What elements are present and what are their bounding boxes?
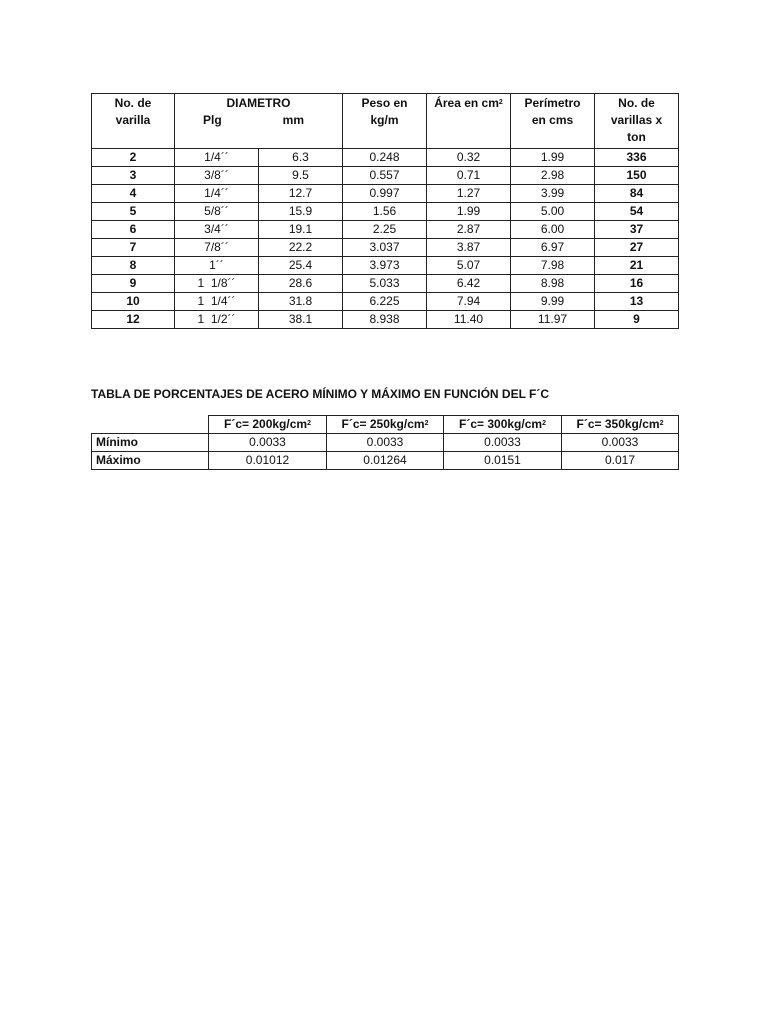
table-cell: 13 (595, 293, 679, 311)
table-cell: 0.71 (427, 167, 511, 185)
steel-table-caption: TABLA DE PORCENTAJES DE ACERO MÍNIMO Y MÁXIMO EN FUNCIÓN DEL F´C (91, 387, 550, 401)
table-row (92, 293, 679, 311)
table-cell: 11.40 (427, 311, 511, 329)
table-cell: 3.99 (511, 185, 595, 203)
table-cell: 7 (92, 239, 175, 257)
table-cell: 3/8´´ (175, 167, 259, 185)
rebar-table-body (92, 149, 679, 329)
table-cell: 0.01264 (327, 452, 444, 470)
table-cell: 12.7 (259, 185, 343, 203)
header-fc-200: F´c= $200kg/cm^2$ (209, 416, 327, 434)
table-cell: 1.99 (427, 203, 511, 221)
header-plg: Plg (203, 113, 222, 127)
table-cell: 1/4´´ (175, 185, 259, 203)
steel-percentage-table (91, 415, 679, 470)
table-row (92, 452, 679, 470)
table-cell: 0.997 (343, 185, 427, 203)
table-cell: 1.56 (343, 203, 427, 221)
table-cell: 6 (92, 221, 175, 239)
table-cell: 0.01012 (209, 452, 327, 470)
table-cell: 0.0151 (444, 452, 562, 470)
table-cell: 336 (595, 149, 679, 167)
table-cell: 1 1/2´´ (175, 311, 259, 329)
table-cell: 150 (595, 167, 679, 185)
steel-table-header (92, 416, 679, 434)
table-cell: 7.98 (511, 257, 595, 275)
table-cell: 1 1/8´´ (175, 275, 259, 293)
table-cell: 8 (92, 257, 175, 275)
table-cell: 28.6 (259, 275, 343, 293)
table-row (92, 257, 679, 275)
table-cell: 31.8 (259, 293, 343, 311)
table-cell: 3.87 (427, 239, 511, 257)
header-no-varilla: No. de varilla (92, 94, 175, 149)
table-cell: 4 (92, 185, 175, 203)
table-cell: 0.557 (343, 167, 427, 185)
table-cell: 6.00 (511, 221, 595, 239)
table-cell: 1.99 (511, 149, 595, 167)
table-cell: 7.94 (427, 293, 511, 311)
table-cell: 3/4´´ (175, 221, 259, 239)
table-cell: 2.87 (427, 221, 511, 239)
table-cell: 84 (595, 185, 679, 203)
header-fc-350: F´c= $350kg/cm^2$ (562, 416, 679, 434)
table-cell: 5.07 (427, 257, 511, 275)
table-row (92, 311, 679, 329)
table-cell: 22.2 (259, 239, 343, 257)
header-area: Área en $cm^2$ (427, 94, 511, 149)
table-row (92, 203, 679, 221)
table-cell: 0.0033 (444, 434, 562, 452)
table-cell: 0.32 (427, 149, 511, 167)
header-perimetro: Perímetro en cms (511, 94, 595, 149)
header-empty (92, 416, 209, 434)
table-cell: 54 (595, 203, 679, 221)
table-cell: 21 (595, 257, 679, 275)
table-cell: 1 1/4´´ (175, 293, 259, 311)
table-cell: 10 (92, 293, 175, 311)
table-row (92, 149, 679, 167)
rebar-table-header (92, 94, 679, 149)
table-cell: 7/8´´ (175, 239, 259, 257)
table-cell: 37 (595, 221, 679, 239)
table-cell: 12 (92, 311, 175, 329)
rebar-table (91, 93, 679, 329)
table-cell: 3.037 (343, 239, 427, 257)
table-cell: 2.25 (343, 221, 427, 239)
table-cell: 5 (92, 203, 175, 221)
table-cell: 0.0033 (327, 434, 444, 452)
table-cell: 15.9 (259, 203, 343, 221)
table-cell: 5.00 (511, 203, 595, 221)
table-row (92, 185, 679, 203)
table-cell: 38.1 (259, 311, 343, 329)
table-cell: 9 (92, 275, 175, 293)
table-cell: 5.033 (343, 275, 427, 293)
header-mm: mm (282, 113, 304, 127)
table-cell: 2 (92, 149, 175, 167)
table-cell: 9.99 (511, 293, 595, 311)
header-fc-300: F´c= $300kg/cm^2$ (444, 416, 562, 434)
header-peso: Peso en kg/m (343, 94, 427, 149)
table-row (92, 167, 679, 185)
table-row (92, 434, 679, 452)
row-label: Mínimo (92, 434, 209, 452)
table-cell: 6.225 (343, 293, 427, 311)
table-cell: 16 (595, 275, 679, 293)
table-cell: 6.97 (511, 239, 595, 257)
table-cell: 9 (595, 311, 679, 329)
table-row (92, 275, 679, 293)
table-cell: 1/4´´ (175, 149, 259, 167)
table-cell: 6.3 (259, 149, 343, 167)
header-fc-250: F´c= $250kg/cm^2$ (327, 416, 444, 434)
steel-table-body (92, 434, 679, 470)
table-cell: 5/8´´ (175, 203, 259, 221)
table-cell: 0.0033 (209, 434, 327, 452)
table-cell: 1.27 (427, 185, 511, 203)
table-cell: 11.97 (511, 311, 595, 329)
table-cell: 19.1 (259, 221, 343, 239)
table-cell: 27 (595, 239, 679, 257)
table-cell: 9.5 (259, 167, 343, 185)
table-cell: 8.938 (343, 311, 427, 329)
table-cell: 1´´ (175, 257, 259, 275)
table-cell: 3.973 (343, 257, 427, 275)
table-cell: 0.248 (343, 149, 427, 167)
table-row (92, 239, 679, 257)
table-cell: 2.98 (511, 167, 595, 185)
table-cell: 3 (92, 167, 175, 185)
header-varillas-ton: No. de varillas x ton (595, 94, 679, 149)
table-cell: 6.42 (427, 275, 511, 293)
header-diametro: DIAMETRO Plg mm (175, 94, 343, 149)
table-cell: 8.98 (511, 275, 595, 293)
table-row (92, 221, 679, 239)
row-label: Máximo (92, 452, 209, 470)
table-cell: 0.017 (562, 452, 679, 470)
table-cell: 0.0033 (562, 434, 679, 452)
table-cell: 25.4 (259, 257, 343, 275)
